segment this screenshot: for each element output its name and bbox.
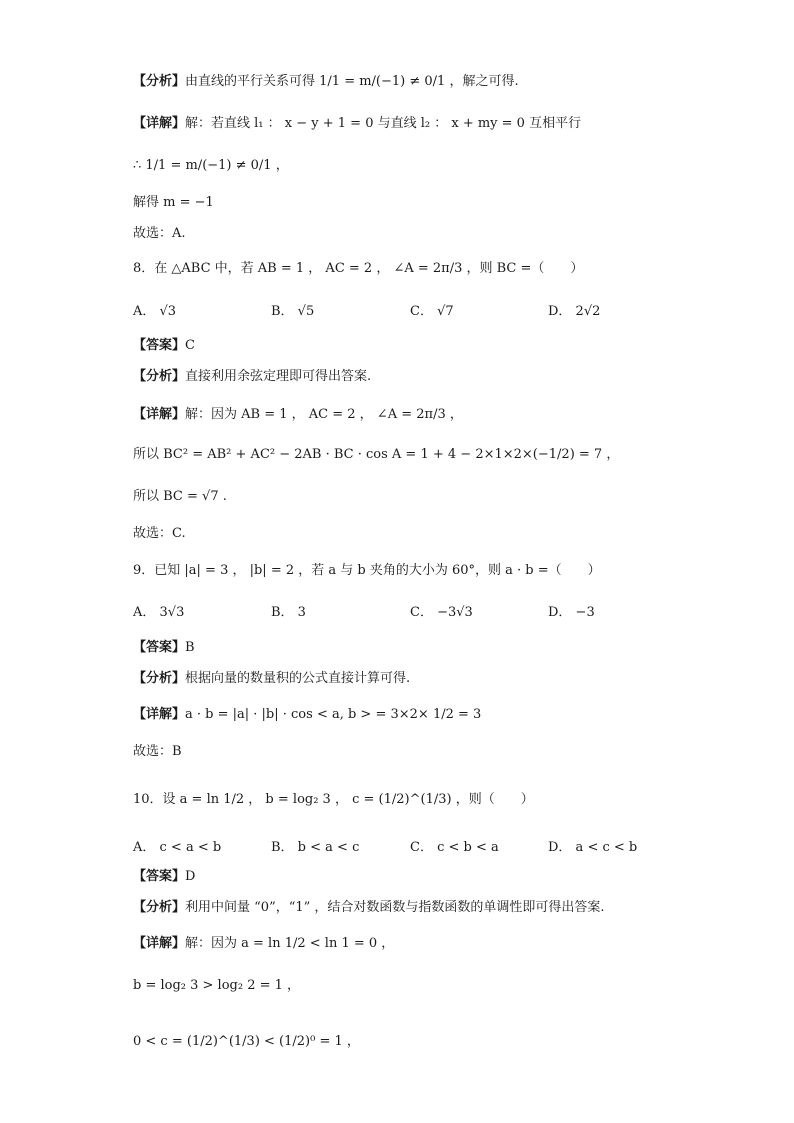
- text: 10．设 a = ln 1/2 ， b = log₂ 3 ， c = (1/2)^(1/3) ，则（ ）: [133, 792, 534, 807]
- choice-line-q7: [133, 224, 186, 244]
- text: B: [185, 640, 195, 655]
- option-10-d: D． a < c < b: [548, 840, 638, 855]
- text: 解：因为 AB = 1 ， AC = 2 ， ∠A = 2π/3 ，: [185, 407, 463, 422]
- answer-9: [133, 638, 195, 658]
- tag-detail: 【详解】: [133, 407, 186, 422]
- answer-8: [133, 336, 195, 356]
- text: 所以 BC² = AB² + AC² − 2AB · BC · cos A = 1 + 4 − 2×1×2×(−1/2) = 7 ，: [133, 447, 620, 462]
- detail-step-q7-1: [133, 156, 289, 176]
- tag-analysis: 【分析】: [133, 369, 186, 384]
- answer-10: [133, 867, 195, 887]
- detail-8: [133, 405, 463, 425]
- option-8-a: A． √3: [133, 304, 177, 319]
- detail-9: [133, 705, 481, 725]
- analysis-8: [133, 367, 371, 387]
- choice-9: [133, 742, 182, 762]
- text: ∴ 1/1 = m/(−1) ≠ 0/1 ，: [133, 158, 289, 173]
- question-10: [133, 790, 534, 810]
- question-8: [133, 259, 583, 279]
- detail-line-q7: [133, 114, 581, 134]
- analysis-line-q7: [133, 72, 519, 92]
- detail-10-step-2: [133, 1032, 360, 1052]
- text: 解：因为 a = ln 1/2 < ln 1 = 0 ，: [185, 936, 395, 951]
- tag-answer: 【答案】: [133, 640, 186, 655]
- tag-detail: 【详解】: [133, 936, 186, 951]
- option-10-c: C． c < b < a: [410, 840, 499, 855]
- question-9: [133, 561, 601, 581]
- text: 8．在 △ABC 中，若 AB = 1 ， AC = 2 ， ∠A = 2π/3 ，则 BC =（ ）: [133, 261, 584, 276]
- tag-analysis: 【分析】: [133, 74, 186, 89]
- option-8-b: B． √5: [271, 304, 315, 319]
- text: a · b = |a| · |b| · cos < a, b > = 3×2× 1/2 = 3: [185, 707, 482, 722]
- text: 故选：A.: [133, 226, 186, 241]
- option-9-a: A． 3√3: [133, 605, 185, 620]
- text: 故选：B: [133, 744, 182, 759]
- analysis-10: [133, 898, 605, 918]
- text: 9．已知 |a| = 3 ， |b| = 2 ，若 a 与 b 夹角的大小为 60°，则 a · b =（ ）: [133, 563, 601, 578]
- text: 直接利用余弦定理即可得出答案.: [185, 369, 372, 384]
- analysis-9: [133, 669, 410, 689]
- detail-10: [133, 934, 394, 954]
- tag-answer: 【答案】: [133, 869, 186, 884]
- detail-8-step-2: [133, 487, 227, 507]
- option-10-a: A． c < a < b: [133, 840, 222, 855]
- text: D: [185, 869, 196, 884]
- tag-analysis: 【分析】: [133, 900, 186, 915]
- tag-detail: 【详解】: [133, 116, 186, 131]
- choice-8: [133, 524, 186, 544]
- text: 根据向量的数量积的公式直接计算可得.: [185, 671, 411, 686]
- text: C: [185, 338, 195, 353]
- text: 解得 m = −1: [133, 195, 214, 210]
- text: 由直线的平行关系可得 1/1 = m/(−1) ≠ 0/1 ，解之可得.: [185, 74, 519, 89]
- option-9-c: C． −3√3: [410, 605, 473, 620]
- tag-answer: 【答案】: [133, 338, 186, 353]
- text: 0 < c = (1/2)^(1/3) < (1/2)⁰ = 1 ，: [133, 1034, 360, 1049]
- option-8-c: C． √7: [410, 304, 454, 319]
- detail-step-q7-2: [133, 193, 214, 213]
- text: 利用中间量 “0”，“1” ，结合对数函数与指数函数的单调性即可得出答案.: [185, 900, 605, 915]
- text: 所以 BC = √7 .: [133, 489, 227, 504]
- option-10-b: B． b < a < c: [271, 840, 360, 855]
- tag-detail: 【详解】: [133, 707, 186, 722]
- detail-10-step-1: [133, 976, 300, 996]
- text: 解：若直线 l₁ ： x − y + 1 = 0 与直线 l₂ ： x + my = 0 互相平行: [185, 116, 582, 131]
- text: b = log₂ 3 > log₂ 2 = 1 ，: [133, 978, 301, 993]
- option-8-d: D． 2√2: [548, 304, 601, 319]
- option-9-d: D． −3: [548, 605, 595, 620]
- option-9-b: B． 3: [271, 605, 306, 620]
- text: 故选：C.: [133, 526, 186, 541]
- tag-analysis: 【分析】: [133, 671, 186, 686]
- detail-8-step-1: [133, 445, 619, 465]
